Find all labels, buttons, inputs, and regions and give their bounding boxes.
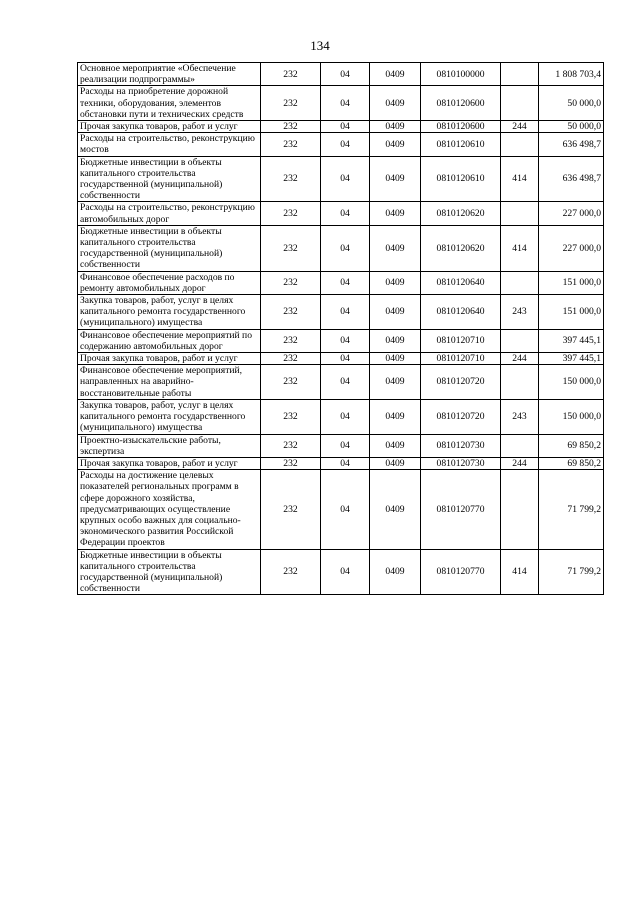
expense-name: Расходы на строительство, реконструкцию мостов	[78, 133, 261, 156]
amount: 50 000,0	[539, 86, 604, 121]
expense-name: Расходы на приобретение дорожной техники, оборудования, элементов обстановки пути и технических средств	[78, 86, 261, 121]
expense-name: Финансовое обеспечение мероприятий по содержанию автомобильных дорог	[78, 329, 261, 352]
subsection-code: 0409	[370, 434, 421, 457]
budget-table	[77, 62, 604, 595]
expense-type-code	[501, 202, 539, 225]
target-article-code: 0810120620	[421, 225, 501, 271]
section-code: 04	[321, 434, 370, 457]
expense-name: Финансовое обеспечение мероприятий, направленных на аварийно-восстановительные работы	[78, 365, 261, 400]
amount: 227 000,0	[539, 225, 604, 271]
target-article-code: 0810120610	[421, 156, 501, 202]
amount: 69 850,2	[539, 457, 604, 469]
table-row	[78, 365, 604, 400]
amount: 150 000,0	[539, 399, 604, 434]
section-code: 04	[321, 86, 370, 121]
expense-name: Прочая закупка товаров, работ и услуг	[78, 457, 261, 469]
table-row	[78, 63, 604, 86]
section-code: 04	[321, 121, 370, 133]
target-article-code: 0810120730	[421, 457, 501, 469]
amount: 71 799,2	[539, 549, 604, 595]
amount: 397 445,1	[539, 329, 604, 352]
expense-name: Основное мероприятие «Обеспечение реализации подпрограммы»	[78, 63, 261, 86]
amount: 397 445,1	[539, 353, 604, 365]
table-row	[78, 133, 604, 156]
grbs-code: 232	[261, 271, 321, 294]
expense-name: Расходы на строительство, реконструкцию автомобильных дорог	[78, 202, 261, 225]
expense-type-code: 243	[501, 295, 539, 330]
expense-name: Прочая закупка товаров, работ и услуг	[78, 353, 261, 365]
subsection-code: 0409	[370, 365, 421, 400]
amount: 636 498,7	[539, 156, 604, 202]
expense-type-code	[501, 434, 539, 457]
grbs-code: 232	[261, 399, 321, 434]
expense-type-code	[501, 63, 539, 86]
table-row	[78, 549, 604, 595]
section-code: 04	[321, 133, 370, 156]
grbs-code: 232	[261, 434, 321, 457]
grbs-code: 232	[261, 549, 321, 595]
target-article-code: 0810120730	[421, 434, 501, 457]
section-code: 04	[321, 271, 370, 294]
section-code: 04	[321, 295, 370, 330]
subsection-code: 0409	[370, 121, 421, 133]
grbs-code: 232	[261, 202, 321, 225]
section-code: 04	[321, 365, 370, 400]
section-code: 04	[321, 399, 370, 434]
expense-name: Расходы на достижение целевых показателей региональных программ в сфере дорожного хозяйства, предусматривающих осуществление крупных особо важных для социально-экономического развития Российской Федерации проектов	[78, 470, 261, 549]
section-code: 04	[321, 63, 370, 86]
expense-type-code: 414	[501, 225, 539, 271]
table-row	[78, 434, 604, 457]
target-article-code: 0810120640	[421, 271, 501, 294]
target-article-code: 0810120710	[421, 353, 501, 365]
section-code: 04	[321, 353, 370, 365]
subsection-code: 0409	[370, 156, 421, 202]
target-article-code: 0810120720	[421, 365, 501, 400]
subsection-code: 0409	[370, 470, 421, 549]
amount: 151 000,0	[539, 295, 604, 330]
amount: 150 000,0	[539, 365, 604, 400]
grbs-code: 232	[261, 457, 321, 469]
subsection-code: 0409	[370, 329, 421, 352]
amount: 636 498,7	[539, 133, 604, 156]
amount: 1 808 703,4	[539, 63, 604, 86]
subsection-code: 0409	[370, 271, 421, 294]
expense-type-code: 244	[501, 121, 539, 133]
expense-name: Бюджетные инвестиции в объекты капитального строительства государственной (муниципальной) собственности	[78, 225, 261, 271]
expense-name: Бюджетные инвестиции в объекты капитального строительства государственной (муниципальной) собственности	[78, 549, 261, 595]
expense-name: Закупка товаров, работ, услуг в целях капитального ремонта государственного (муниципального) имущества	[78, 399, 261, 434]
table-row	[78, 202, 604, 225]
target-article-code: 0810120710	[421, 329, 501, 352]
expense-name: Бюджетные инвестиции в объекты капитального строительства государственной (муниципальной) собственности	[78, 156, 261, 202]
target-article-code: 0810120610	[421, 133, 501, 156]
expense-type-code	[501, 329, 539, 352]
table-row	[78, 295, 604, 330]
section-code: 04	[321, 202, 370, 225]
grbs-code: 232	[261, 353, 321, 365]
amount: 71 799,2	[539, 470, 604, 549]
table-row	[78, 329, 604, 352]
table-row	[78, 156, 604, 202]
subsection-code: 0409	[370, 353, 421, 365]
grbs-code: 232	[261, 365, 321, 400]
target-article-code: 0810120640	[421, 295, 501, 330]
section-code: 04	[321, 225, 370, 271]
expense-name: Прочая закупка товаров, работ и услуг	[78, 121, 261, 133]
table-row	[78, 271, 604, 294]
subsection-code: 0409	[370, 295, 421, 330]
grbs-code: 232	[261, 470, 321, 549]
subsection-code: 0409	[370, 399, 421, 434]
table-row	[78, 399, 604, 434]
section-code: 04	[321, 457, 370, 469]
target-article-code: 0810120770	[421, 470, 501, 549]
amount: 151 000,0	[539, 271, 604, 294]
grbs-code: 232	[261, 156, 321, 202]
expense-type-code	[501, 271, 539, 294]
table-row	[78, 353, 604, 365]
target-article-code: 0810120600	[421, 121, 501, 133]
expense-type-code: 414	[501, 549, 539, 595]
subsection-code: 0409	[370, 63, 421, 86]
expense-name: Финансовое обеспечение расходов по ремонту автомобильных дорог	[78, 271, 261, 294]
grbs-code: 232	[261, 225, 321, 271]
target-article-code: 0810100000	[421, 63, 501, 86]
expense-type-code: 243	[501, 399, 539, 434]
expense-type-code	[501, 365, 539, 400]
subsection-code: 0409	[370, 133, 421, 156]
section-code: 04	[321, 549, 370, 595]
section-code: 04	[321, 156, 370, 202]
table-row	[78, 225, 604, 271]
grbs-code: 232	[261, 295, 321, 330]
expense-type-code	[501, 86, 539, 121]
target-article-code: 0810120770	[421, 549, 501, 595]
section-code: 04	[321, 470, 370, 549]
page-number: 134	[310, 38, 330, 53]
table-row	[78, 470, 604, 549]
subsection-code: 0409	[370, 457, 421, 469]
budget-table-body	[78, 63, 604, 595]
grbs-code: 232	[261, 329, 321, 352]
table-row	[78, 457, 604, 469]
amount: 50 000,0	[539, 121, 604, 133]
expense-name: Закупка товаров, работ, услуг в целях капитального ремонта государственного (муниципального) имущества	[78, 295, 261, 330]
expense-type-code	[501, 133, 539, 156]
expense-type-code	[501, 470, 539, 549]
table-row	[78, 86, 604, 121]
expense-name: Проектно-изыскательские работы, экспертиза	[78, 434, 261, 457]
grbs-code: 232	[261, 133, 321, 156]
subsection-code: 0409	[370, 86, 421, 121]
grbs-code: 232	[261, 63, 321, 86]
grbs-code: 232	[261, 121, 321, 133]
amount: 227 000,0	[539, 202, 604, 225]
expense-type-code: 244	[501, 457, 539, 469]
section-code: 04	[321, 329, 370, 352]
amount: 69 850,2	[539, 434, 604, 457]
subsection-code: 0409	[370, 202, 421, 225]
target-article-code: 0810120600	[421, 86, 501, 121]
grbs-code: 232	[261, 86, 321, 121]
expense-type-code: 414	[501, 156, 539, 202]
target-article-code: 0810120720	[421, 399, 501, 434]
subsection-code: 0409	[370, 549, 421, 595]
table-row	[78, 121, 604, 133]
target-article-code: 0810120620	[421, 202, 501, 225]
subsection-code: 0409	[370, 225, 421, 271]
expense-type-code: 244	[501, 353, 539, 365]
